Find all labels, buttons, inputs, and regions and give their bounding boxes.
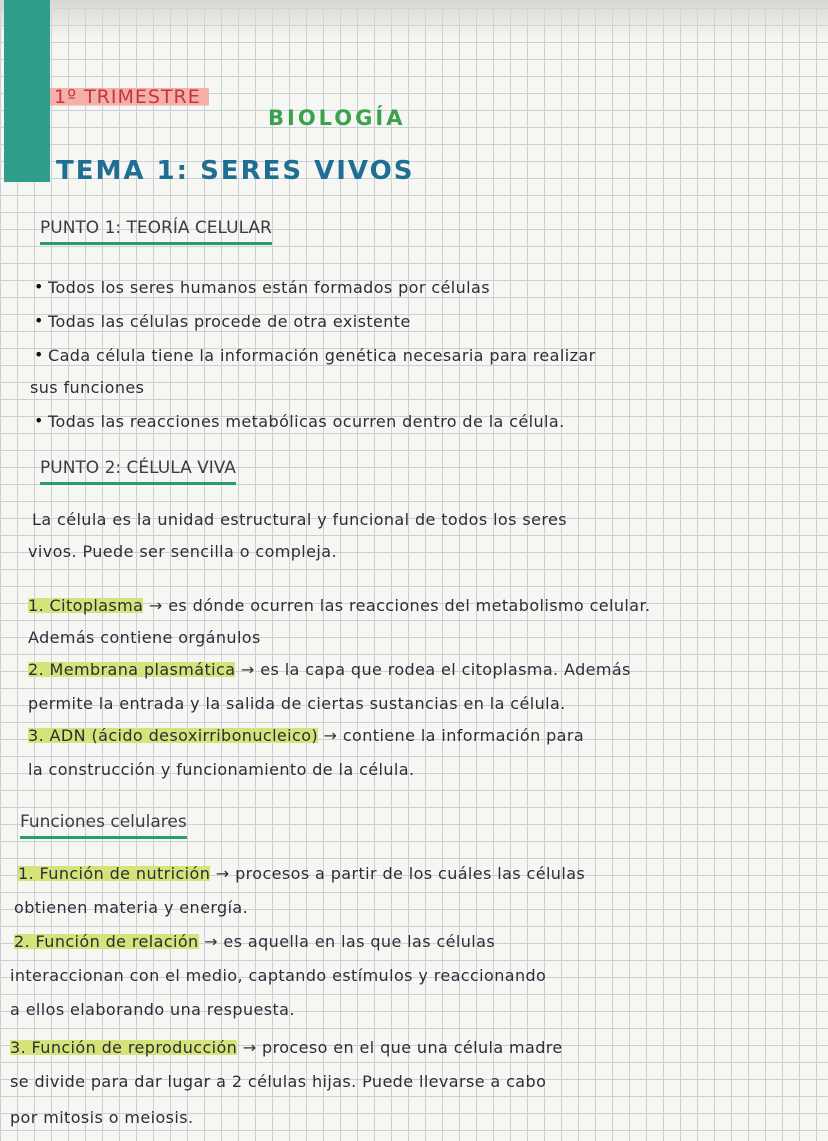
cell-part-citoplasma	[28, 596, 650, 615]
term-highlight: 2. Membrana plasmática	[28, 660, 236, 679]
term-highlight: 1. Función de nutrición	[18, 864, 211, 883]
arrow-icon: →	[323, 726, 338, 745]
arrow-icon: →	[240, 660, 255, 679]
definition-text: contiene la información para	[342, 726, 585, 745]
arrow-icon: →	[215, 864, 230, 883]
arrow-icon: →	[242, 1038, 257, 1057]
cell-part-adn	[28, 726, 584, 745]
continuation-line: interaccionan con el medio, captando estímulos y reaccionando	[10, 966, 547, 985]
term-highlight: 3. ADN (ácido desoxirribonucleico)	[28, 726, 319, 745]
term-highlight: 1. Citoplasma	[28, 596, 144, 615]
punto1-line-1: • Todos los seres humanos están formados por células	[48, 278, 490, 297]
continuation-line: obtienen materia y energía.	[14, 898, 249, 917]
continuation-line: por mitosis o meiosis.	[10, 1108, 194, 1127]
continuation-line: Además contiene orgánulos	[28, 628, 261, 647]
arrow-icon: →	[148, 596, 163, 615]
funcion-relacion	[14, 932, 495, 951]
funciones-heading: Funciones celulares	[20, 812, 187, 839]
definition-text: es aquella en las que las células	[223, 932, 496, 951]
definition-text: es la capa que rodea el citoplasma. Además	[260, 660, 631, 679]
term-highlight: 2. Función de relación	[14, 932, 199, 951]
punto2-heading: PUNTO 2: CÉLULA VIVA	[40, 458, 236, 485]
definition-text: es dónde ocurren las reacciones del metabolismo celular.	[168, 596, 651, 615]
funcion-nutricion	[18, 864, 585, 883]
punto1-heading: PUNTO 1: TEORÍA CELULAR	[40, 218, 272, 245]
punto1-line-3: • Cada célula tiene la información genética necesaria para realizar	[48, 346, 596, 365]
page-top-shadow	[0, 0, 828, 40]
teal-margin-tab	[4, 0, 50, 182]
continuation-line: permite la entrada y la salida de ciertas sustancias en la célula.	[28, 694, 566, 713]
punto1-line-2: • Todas las células procede de otra existente	[48, 312, 411, 331]
continuation-line: a ellos elaborando una respuesta.	[10, 1000, 295, 1019]
continuation-line: la construcción y funcionamiento de la célula.	[28, 760, 415, 779]
punto2-intro-2: vivos. Puede ser sencilla o compleja.	[28, 542, 337, 561]
funcion-reproduccion	[10, 1038, 563, 1057]
definition-text: proceso en el que una célula madre	[262, 1038, 563, 1057]
tema-heading: TEMA 1: SERES VIVOS	[56, 156, 415, 186]
continuation-line: se divide para dar lugar a 2 células hijas. Puede llevarse a cabo	[10, 1072, 547, 1091]
definition-text: procesos a partir de los cuáles las células	[235, 864, 586, 883]
arrow-icon: →	[204, 932, 218, 951]
trimestre-label: 1º TRIMESTRE	[50, 86, 209, 108]
cell-part-membrana	[28, 660, 631, 679]
punto1-line-5: • Todas las reacciones metabólicas ocurren dentro de la célula.	[48, 412, 565, 431]
punto1-line-4: sus funciones	[30, 378, 145, 397]
term-highlight: 3. Función de reproducción	[10, 1038, 238, 1057]
subject-title: BIOLOGÍA	[268, 106, 406, 130]
punto2-intro-1: La célula es la unidad estructural y funcional de todos los seres	[32, 510, 567, 529]
